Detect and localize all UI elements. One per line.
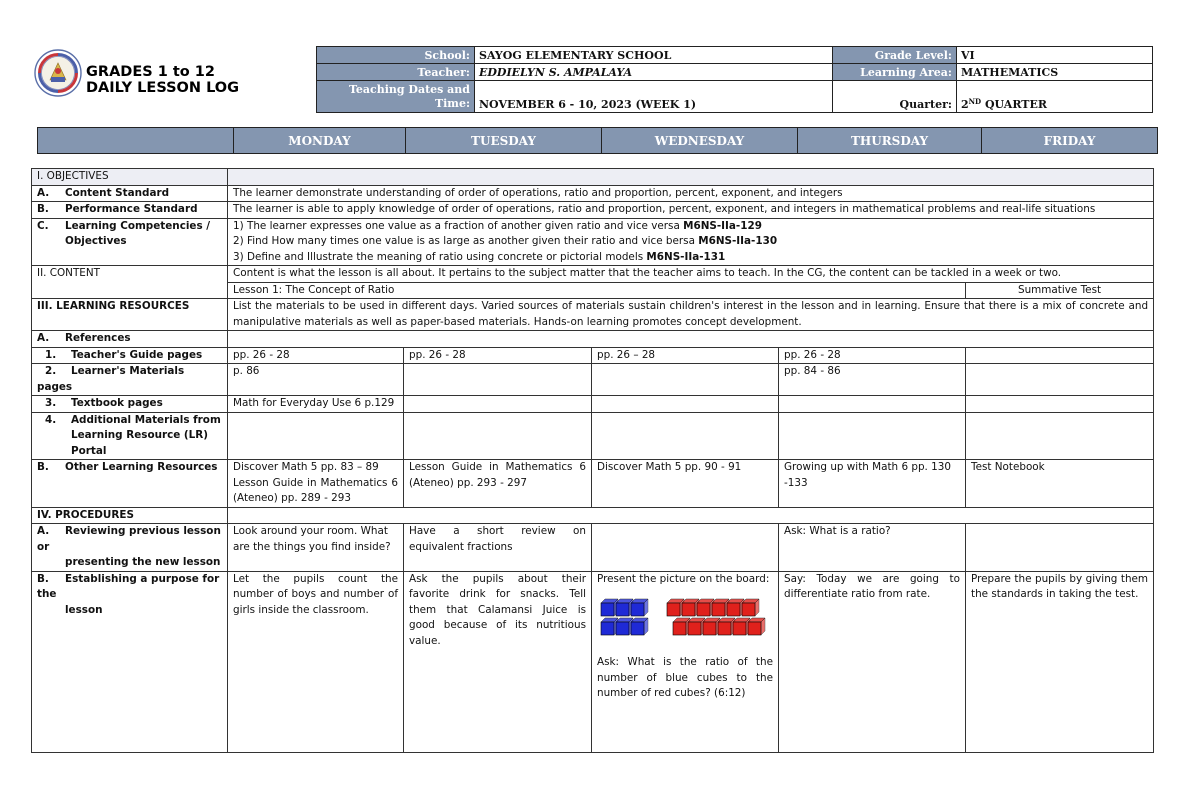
textbook-monday: Math for Everyday Use 6 p.129 — [228, 396, 404, 413]
teachers-guide-tuesday: pp. 26 - 28 — [404, 347, 592, 364]
other-resources-row — [32, 460, 1154, 508]
purpose-title-2: lesson — [65, 603, 103, 616]
dates-value: NOVEMBER 6 - 10, 2023 (WEEK 1) — [475, 81, 833, 113]
blue-cube — [601, 599, 618, 616]
content-row — [32, 266, 1154, 283]
other-resources-wednesday: Discover Math 5 pp. 90 - 91 — [592, 460, 779, 508]
purpose-friday: Prepare the pupils by giving them the standards in taking the test. — [966, 571, 1154, 752]
textbook-title: Textbook pages — [71, 397, 163, 409]
area-value: MATHEMATICS — [957, 64, 1153, 81]
school-value: SAYOG ELEMENTARY SCHOOL — [475, 47, 833, 64]
reviewing-letter: A. — [37, 525, 50, 537]
textbook-row — [32, 396, 1154, 413]
teachers-guide-wednesday: pp. 26 – 28 — [592, 347, 779, 364]
blue-cube — [616, 618, 633, 635]
content-standard-text: The learner demonstrate understanding of order of operations, ratio and proportion, percent, exponent, and integers — [228, 185, 1154, 202]
quarter-label: Quarter: — [833, 81, 957, 113]
days-blank-cell — [38, 128, 234, 154]
textbook-label — [32, 396, 228, 413]
red-cube — [673, 618, 690, 635]
content-standard-label — [32, 185, 228, 202]
reviewing-friday — [966, 524, 1154, 572]
reviewing-wednesday — [592, 524, 779, 572]
blue-cube — [631, 599, 648, 616]
grade-value: VI — [957, 47, 1153, 64]
deped-seal-logo — [34, 49, 82, 97]
textbook-thursday — [779, 396, 966, 413]
competencies-letter: C. — [37, 219, 49, 232]
competencies-label — [32, 218, 228, 266]
resources-description: List the materials to be used in different days. Varied sources of materials sustain children's interest in the lesson and in learning. Ensure that there is a mix of concrete and manipulative materials as well as paper-based materials. Hands-on learning promotes concept development. — [228, 299, 1154, 331]
day-monday: MONDAY — [234, 128, 406, 154]
competencies-title-2: Objectives — [65, 235, 127, 247]
learners-materials-wednesday — [592, 364, 779, 396]
textbook-tuesday — [404, 396, 592, 413]
purpose-tuesday: Ask the pupils about their favorite drink for snacks. Tell them that Calamansi Juice is good because of its nutritious value. — [404, 571, 592, 752]
dates-label-line-1: Teaching Dates and — [348, 83, 470, 96]
purpose-label — [32, 571, 228, 752]
other-resources-tuesday: Lesson Guide in Mathematics 6 (Ateneo) pp. 293 - 297 — [404, 460, 592, 508]
other-resources-letter: B. — [37, 461, 49, 473]
teachers-guide-title: Teacher's Guide pages — [71, 348, 203, 361]
competency-2-text: 2) Find How many times one value is as large as another given their ratio and vice bersa — [233, 235, 699, 247]
learners-materials-friday — [966, 364, 1154, 396]
red-cube — [667, 599, 684, 616]
school-label: School: — [317, 47, 475, 64]
area-label: Learning Area: — [833, 64, 957, 81]
red-cube — [703, 618, 720, 635]
reviewing-tuesday: Have a short review on equivalent fractions — [404, 524, 592, 572]
additional-materials-number: 4. — [45, 413, 57, 426]
reviewing-label — [32, 524, 228, 572]
grade-label: Grade Level: — [833, 47, 957, 64]
learners-materials-number: 2. — [45, 365, 57, 377]
content-standard-row — [32, 185, 1154, 202]
other-resources-title: Other Learning Resources — [65, 461, 218, 473]
purpose-wednesday-intro: Present the picture on the board: — [597, 572, 770, 585]
content-description: Content is what the lesson is all about. It pertains to the subject matter that the teacher aims to teach. In the CG, the content can be tackled in a week or two. — [228, 266, 1154, 283]
additional-materials-label — [32, 412, 228, 460]
competency-1 — [233, 219, 1148, 235]
lesson-log-table — [31, 168, 1154, 753]
textbook-wednesday — [592, 396, 779, 413]
red-cube — [727, 599, 744, 616]
additional-materials-title-1: Additional Materials from — [71, 413, 221, 426]
performance-standard-label — [32, 202, 228, 219]
lesson-title: Lesson 1: The Concept of Ratio — [228, 282, 966, 299]
reviewing-monday: Look around your room. What are the things you find inside? — [228, 524, 404, 572]
red-cube — [718, 618, 735, 635]
additional-materials-wednesday — [592, 412, 779, 460]
textbook-friday — [966, 396, 1154, 413]
header-info-table — [316, 46, 1153, 113]
dates-label-line-2: Time: — [434, 97, 470, 110]
purpose-row — [32, 571, 1154, 752]
blue-cube — [601, 618, 618, 635]
competency-2 — [233, 234, 1148, 250]
quarter-number: 2 — [961, 98, 969, 111]
blue-cube — [631, 618, 648, 635]
other-resources-monday-2: Lesson Guide in Mathematics 6 (Ateneo) pp. 289 - 293 — [233, 476, 398, 504]
red-cube — [712, 599, 729, 616]
additional-materials-friday — [966, 412, 1154, 460]
learners-materials-thursday: pp. 84 - 86 — [779, 364, 966, 396]
references-row — [32, 331, 1154, 348]
quarter-word: QUARTER — [981, 98, 1047, 111]
competencies-row — [32, 218, 1154, 266]
learners-materials-monday: p. 86 — [228, 364, 404, 396]
other-resources-friday: Test Notebook — [966, 460, 1154, 508]
procedures-fill — [228, 507, 1154, 524]
learners-materials-label — [32, 364, 228, 396]
learners-materials-tuesday — [404, 364, 592, 396]
references-fill — [228, 331, 1154, 348]
objectives-heading: I. OBJECTIVES — [32, 169, 228, 186]
content-standard-title: Content Standard — [65, 186, 170, 199]
performance-standard-row — [32, 202, 1154, 219]
competency-3-code: M6NS-IIa-131 — [646, 250, 726, 263]
teachers-guide-label — [32, 347, 228, 364]
other-resources-monday-1: Discover Math 5 pp. 83 – 89 — [233, 461, 379, 473]
references-letter: A. — [37, 332, 50, 344]
days-header-table — [37, 127, 1158, 154]
competency-3-text: 3) Define and Illustrate the meaning of ratio using concrete or pictorial models — [233, 250, 647, 263]
purpose-wednesday — [592, 571, 779, 752]
reviewing-title-2: presenting the new lesson — [65, 556, 221, 568]
additional-materials-title-2: Learning Resource (LR) — [71, 429, 209, 441]
additional-materials-monday — [228, 412, 404, 460]
red-cube — [742, 599, 759, 616]
reviewing-thursday: Ask: What is a ratio? — [779, 524, 966, 572]
teachers-guide-friday — [966, 347, 1154, 364]
teacher-value: EDDIELYN S. AMPALAYA — [475, 64, 833, 81]
purpose-monday: Let the pupils count the number of boys and number of girls inside the classroom. — [228, 571, 404, 752]
content-heading: II. CONTENT — [32, 266, 228, 299]
red-cube — [697, 599, 714, 616]
teacher-label: Teacher: — [317, 64, 475, 81]
reviewing-title-1: Reviewing previous lesson or — [37, 525, 221, 553]
dates-label — [317, 81, 475, 113]
quarter-value — [957, 81, 1153, 113]
resources-row — [32, 299, 1154, 331]
other-resources-thursday: Growing up with Math 6 pp. 130 -133 — [779, 460, 966, 508]
cubes-picture — [599, 597, 771, 641]
day-thursday: THURSDAY — [798, 128, 982, 154]
competency-3 — [233, 250, 1148, 266]
objectives-heading-fill — [228, 169, 1154, 186]
teachers-guide-monday: pp. 26 - 28 — [228, 347, 404, 364]
other-resources-label — [32, 460, 228, 508]
quarter-suffix: ND — [968, 97, 982, 106]
day-friday: FRIDAY — [982, 128, 1158, 154]
other-resources-monday — [228, 460, 404, 508]
competency-2-code: M6NS-IIa-130 — [698, 235, 778, 247]
purpose-letter: B. — [37, 572, 49, 585]
teachers-guide-thursday: pp. 26 - 28 — [779, 347, 966, 364]
purpose-title-1: Establishing a purpose for the — [37, 572, 220, 600]
red-cube — [733, 618, 750, 635]
document-title — [86, 64, 239, 96]
teachers-guide-row — [32, 347, 1154, 364]
title-line-2: DAILY LESSON LOG — [86, 80, 240, 96]
procedures-heading: IV. PROCEDURES — [32, 507, 228, 524]
blue-cube — [616, 599, 633, 616]
textbook-number: 3. — [45, 397, 57, 409]
teachers-guide-number: 1. — [45, 348, 57, 361]
day-wednesday: WEDNESDAY — [602, 128, 798, 154]
competencies-title-1: Learning Competencies / — [65, 219, 211, 232]
additional-materials-row — [32, 412, 1154, 460]
red-cube — [748, 618, 765, 635]
additional-materials-tuesday — [404, 412, 592, 460]
references-title: References — [65, 332, 131, 344]
procedures-row — [32, 507, 1154, 524]
objectives-section-row — [32, 169, 1154, 186]
content-standard-letter: A. — [37, 186, 50, 199]
title-line-1: GRADES 1 to 12 — [86, 64, 215, 80]
performance-standard-text: The learner is able to apply knowledge of order of operations, ratio and proportion, percent, exponent, and integers in mathematical problems and real-life situations — [228, 202, 1154, 219]
friday-content: Summative Test — [966, 282, 1154, 299]
red-cube — [682, 599, 699, 616]
references-label — [32, 331, 228, 348]
day-tuesday: TUESDAY — [406, 128, 602, 154]
purpose-thursday: Say: Today we are going to differentiate ratio from rate. — [779, 571, 966, 752]
additional-materials-title-3: Portal — [71, 444, 107, 457]
performance-standard-title: Performance Standard — [65, 203, 198, 215]
red-cube — [688, 618, 705, 635]
resources-heading: III. LEARNING RESOURCES — [32, 299, 228, 331]
learners-materials-row — [32, 364, 1154, 396]
competencies-text — [228, 218, 1154, 266]
reviewing-row — [32, 524, 1154, 572]
competency-1-text: 1) The learner expresses one value as a fraction of another given ratio and vice versa — [233, 219, 684, 232]
learners-materials-title: Learner's Materials pages — [37, 365, 185, 393]
performance-standard-letter: B. — [37, 203, 49, 215]
purpose-wednesday-question: Ask: What is the ratio of the number of blue cubes to the number of red cubes? (6:12) — [597, 656, 773, 699]
competency-1-code: M6NS-IIa-129 — [683, 219, 762, 232]
additional-materials-thursday — [779, 412, 966, 460]
